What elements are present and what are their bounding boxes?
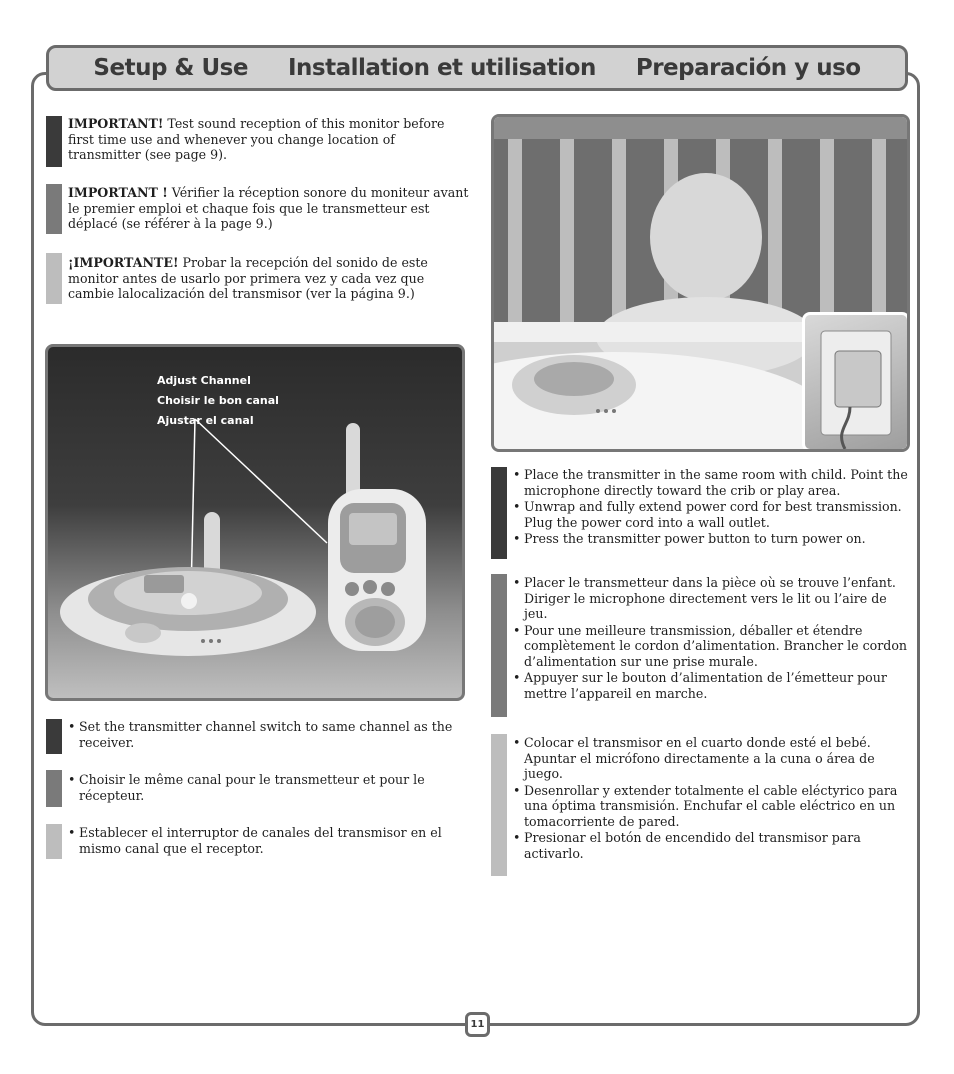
bullet-item: • Pour une meilleure transmission, déballer et étendre complètement le cordon d’alimentation. Brancher le cordon d’alimentation sur une prise murale. <box>513 623 913 670</box>
spanish-marker <box>491 734 507 876</box>
wall-outlet-inset <box>802 312 910 452</box>
channel-french <box>68 772 458 804</box>
bullet-item: • Appuyer sur le bouton d’alimentation de l’émetteur pour mettre l’appareil en marche. <box>513 670 913 701</box>
placement-spanish <box>513 735 913 862</box>
title-french: Installation et utilisation <box>287 55 596 81</box>
callout-spanish: Ajustar el canal <box>157 414 254 427</box>
bullet-item: • Desenrollar y extender totalmente el cable eléctyrico para una óptima transmisión. Enchufar el cable eléctrico en un tomacorriente de pared. <box>513 783 913 830</box>
spanish-marker <box>46 253 62 304</box>
page-number: 11 <box>465 1012 490 1037</box>
bullet-item: • Establecer el interruptor de canales del transmisor en el mismo canal que el receptor. <box>68 825 468 856</box>
english-marker <box>491 467 507 559</box>
channel-english <box>68 719 458 751</box>
bullet-item: • Choisir le même canal pour le transmetteur et pour le récepteur. <box>68 772 458 803</box>
placement-english <box>513 467 913 548</box>
french-marker <box>491 574 507 717</box>
monitor-illustration <box>48 347 462 698</box>
bullet-item: • Place the transmitter in the same room with child. Point the microphone directly toward the crib or play area. <box>513 467 913 498</box>
important-english: IMPORTANT! Test sound reception of this monitor before first time use and whenever you change location of transmitter (see page 9). <box>68 116 445 162</box>
placement-french <box>513 575 913 702</box>
english-marker <box>46 116 62 167</box>
french-marker <box>46 770 62 807</box>
title-spanish: Preparación y uso <box>635 55 861 81</box>
english-marker <box>46 719 62 754</box>
spanish-marker <box>46 824 62 859</box>
callout-english: Adjust Channel <box>157 374 251 387</box>
bullet-item: • Unwrap and fully extend power cord for best transmission. Plug the power cord into a wall outlet. <box>513 499 913 530</box>
bullet-item: • Presionar el botón de encendido del transmisor para activarlo. <box>513 830 913 861</box>
important-french: IMPORTANT ! Vérifier la réception sonore du moniteur avant le premier emploi et chaque fois que le transmetteur est déplacé (se référer à la page 9.) <box>68 185 469 231</box>
bullet-item: • Press the transmitter power button to turn power on. <box>513 531 913 547</box>
bullet-item: • Set the transmitter channel switch to same channel as the receiver. <box>68 719 458 750</box>
french-marker <box>46 184 62 234</box>
important-spanish: ¡IMPORTANTE! Probar la recepción del sonido de este monitor antes de usarlo por primera vez y cada vez que cambie lalocalización del transmisor (ver la página 9.) <box>68 255 428 301</box>
channel-spanish <box>68 825 468 857</box>
crib-photo <box>491 114 910 452</box>
bullet-item: • Colocar el transmisor en el cuarto donde esté el bebé. Apuntar el micrófono directamente a la cuna o área de juego. <box>513 735 913 782</box>
power-adapter-illustration <box>805 315 907 449</box>
callout-french: Choisir le bon canal <box>157 394 279 407</box>
monitor-photo <box>45 344 465 701</box>
bullet-item: • Placer le transmetteur dans la pièce où se trouve l’enfant. Diriger le microphone directement vers le lit ou l’aire de jeu. <box>513 575 913 622</box>
title-english: Setup & Use <box>93 55 248 81</box>
section-title-bar <box>46 45 908 91</box>
